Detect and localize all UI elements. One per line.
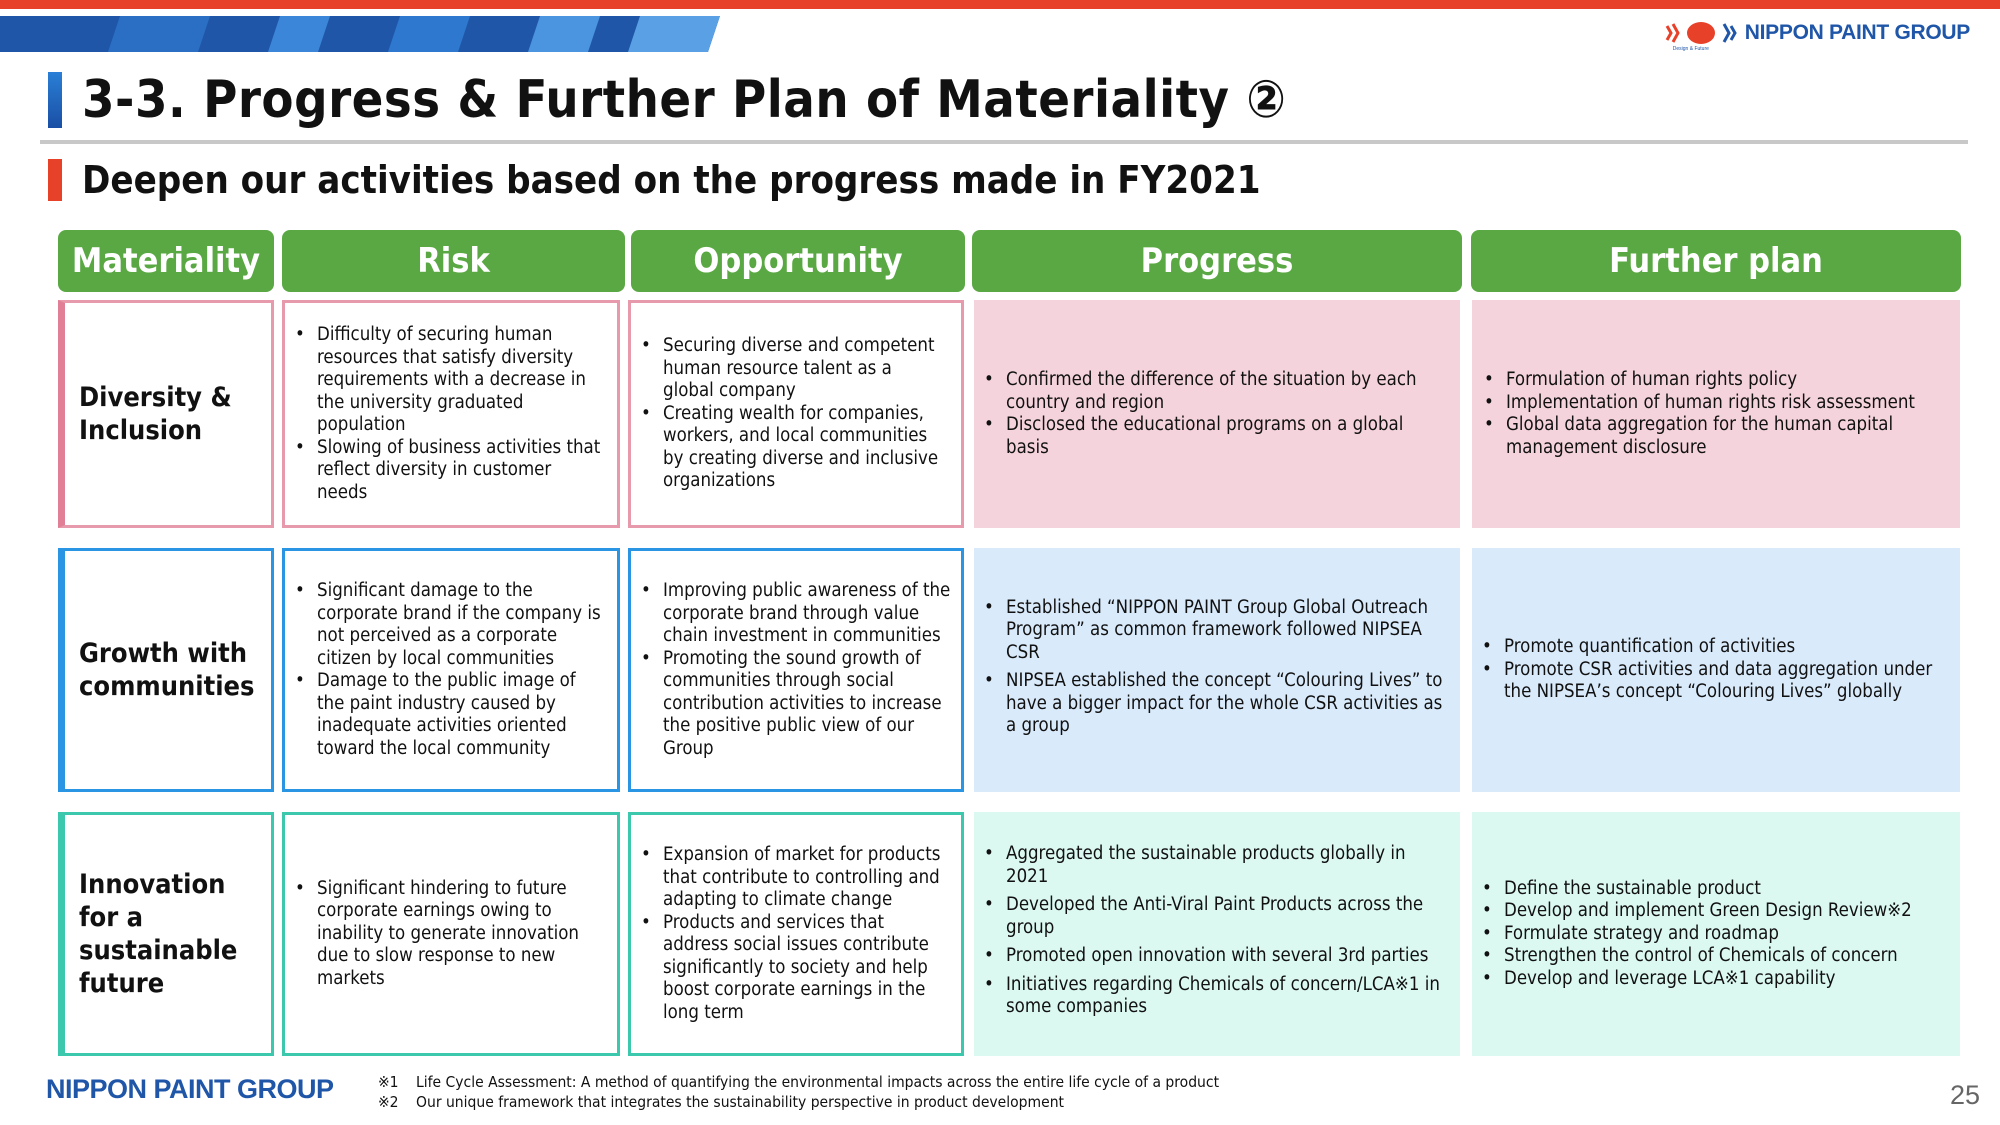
list-item: • Improving public awareness of the corporate brand through value chain investment in communities (631, 580, 951, 648)
list-item: • Implementation of human rights risk assessment (1474, 392, 1944, 415)
list-item: • Promoted open innovation with several 3rd parties (974, 945, 1446, 968)
risk-cell-innovation (282, 812, 620, 1056)
list-item: • Develop and leverage LCA※1 capability (1472, 968, 1912, 991)
subtitle-accent-bar (48, 159, 62, 201)
page-title: 3-3. Progress & Further Plan of Materiality ② (82, 70, 1287, 130)
header-risk: Risk (282, 230, 625, 292)
list-item: • Promote quantification of activities (1472, 636, 1946, 659)
list-item: • Promote CSR activities and data aggregation under the NIPSEA’s concept “Colouring Lives” globally (1472, 659, 1946, 704)
list-item: • Strengthen the control of Chemicals of concern (1472, 945, 1912, 968)
list-item: • Developed the Anti-Viral Paint Products across the group (974, 894, 1446, 939)
list-item: • Formulate strategy and roadmap (1472, 923, 1912, 946)
list-item: • Develop and implement Green Design Review※2 (1472, 900, 1912, 923)
list-item: • Promoting the sound growth of communities through social contribution activities to increase the positive public view of our Group (631, 648, 951, 761)
footnote-text: Life Cycle Assessment: A method of quantifying the environmental impacts across the entire life cycle of a product (416, 1073, 1220, 1091)
footnote-2 (378, 1092, 1219, 1112)
plan-cell-innovation (1472, 812, 1960, 1056)
list-item: • NIPSEA established the concept “Colouring Lives” to have a bigger impact for the whole CSR activities as a group (974, 670, 1446, 738)
materiality-cell-communities (58, 548, 274, 792)
footnote-mark: ※1 (378, 1073, 399, 1091)
title-accent-bar (48, 72, 62, 128)
progress-cell-diversity (974, 300, 1460, 528)
brand-tagline: Design & Future (1672, 46, 1709, 52)
materiality-cell-innovation (58, 812, 274, 1056)
nippon-paint-logo-icon (1665, 20, 1737, 46)
footnote-1 (378, 1072, 1219, 1092)
header-progress: Progress (972, 230, 1462, 292)
opportunity-cell-innovation (628, 812, 964, 1056)
list-item: • Difficulty of securing human resources that satisfy diversity requirements with a decrease in the university graduated population (285, 324, 603, 437)
list-item: • Established “NIPPON PAINT Group Global Outreach Program” as common framework followed NIPSEA CSR (974, 597, 1446, 665)
list-item: • Significant damage to the corporate brand if the company is not perceived as a corporate citizen by local communities (285, 580, 603, 670)
materiality-cell-diversity (58, 300, 274, 528)
list-item: • Define the sustainable product (1472, 878, 1912, 901)
footnote-text: Our unique framework that integrates the sustainability perspective in product development (416, 1093, 1064, 1111)
list-item: • Creating wealth for companies, workers, and local communities by creating diverse and inclusive organizations (631, 403, 947, 493)
header-opportunity: Opportunity (631, 230, 965, 292)
page-title-block (48, 70, 1286, 130)
list-item: • Initiatives regarding Chemicals of concern/LCA※1 in some companies (974, 974, 1446, 1019)
plan-cell-communities (1472, 548, 1960, 792)
list-item: • Expansion of market for products that contribute to controlling and adapting to climate change (631, 844, 949, 912)
header-further-plan: Further plan (1471, 230, 1961, 292)
list-item: • Damage to the public image of the paint industry caused by inadequate activities oriented toward the local community (285, 670, 603, 760)
header-materiality: Materiality (58, 230, 274, 292)
brand-logo-top (1665, 20, 1970, 52)
risk-cell-diversity (282, 300, 620, 528)
opportunity-cell-diversity (628, 300, 964, 528)
opportunity-cell-communities (628, 548, 964, 792)
list-item: • Significant hindering to future corporate earnings owing to inability to generate innovation due to slow response to new markets (285, 878, 603, 991)
brand-name: NIPPON PAINT GROUP (1744, 21, 1970, 44)
footnote-mark: ※2 (378, 1093, 399, 1111)
subtitle-block (48, 158, 1261, 202)
page-number: 25 (1949, 1080, 1980, 1110)
list-item: • Slowing of business activities that reflect diversity in customer needs (285, 437, 603, 505)
plan-cell-diversity (1472, 300, 1960, 528)
risk-cell-communities (282, 548, 620, 792)
list-item: • Disclosed the educational programs on a global basis (974, 414, 1444, 459)
list-item: • Products and services that address social issues contribute significantly to society and help boost corporate earnings in the long term (631, 912, 949, 1025)
materiality-label: Diversity & Inclusion (79, 382, 232, 446)
materiality-label: Growth with communities (79, 638, 255, 702)
footnotes (378, 1072, 1219, 1112)
list-item: • Securing diverse and competent human resource talent as a global company (631, 335, 947, 403)
materiality-label: Innovation for a sustainable future (79, 869, 238, 999)
list-item: • Confirmed the difference of the situation by each country and region (974, 369, 1444, 414)
list-item: • Aggregated the sustainable products globally in 2021 (974, 843, 1446, 888)
progress-cell-innovation (974, 812, 1460, 1056)
page-subtitle: Deepen our activities based on the progress made in FY2021 (82, 158, 1261, 202)
brand-logo-footer: NIPPON PAINT GROUP (46, 1074, 334, 1104)
list-item: • Formulation of human rights policy (1474, 369, 1944, 392)
progress-cell-communities (974, 548, 1460, 792)
list-item: • Global data aggregation for the human capital management disclosure (1474, 414, 1944, 459)
title-divider (40, 140, 1968, 144)
